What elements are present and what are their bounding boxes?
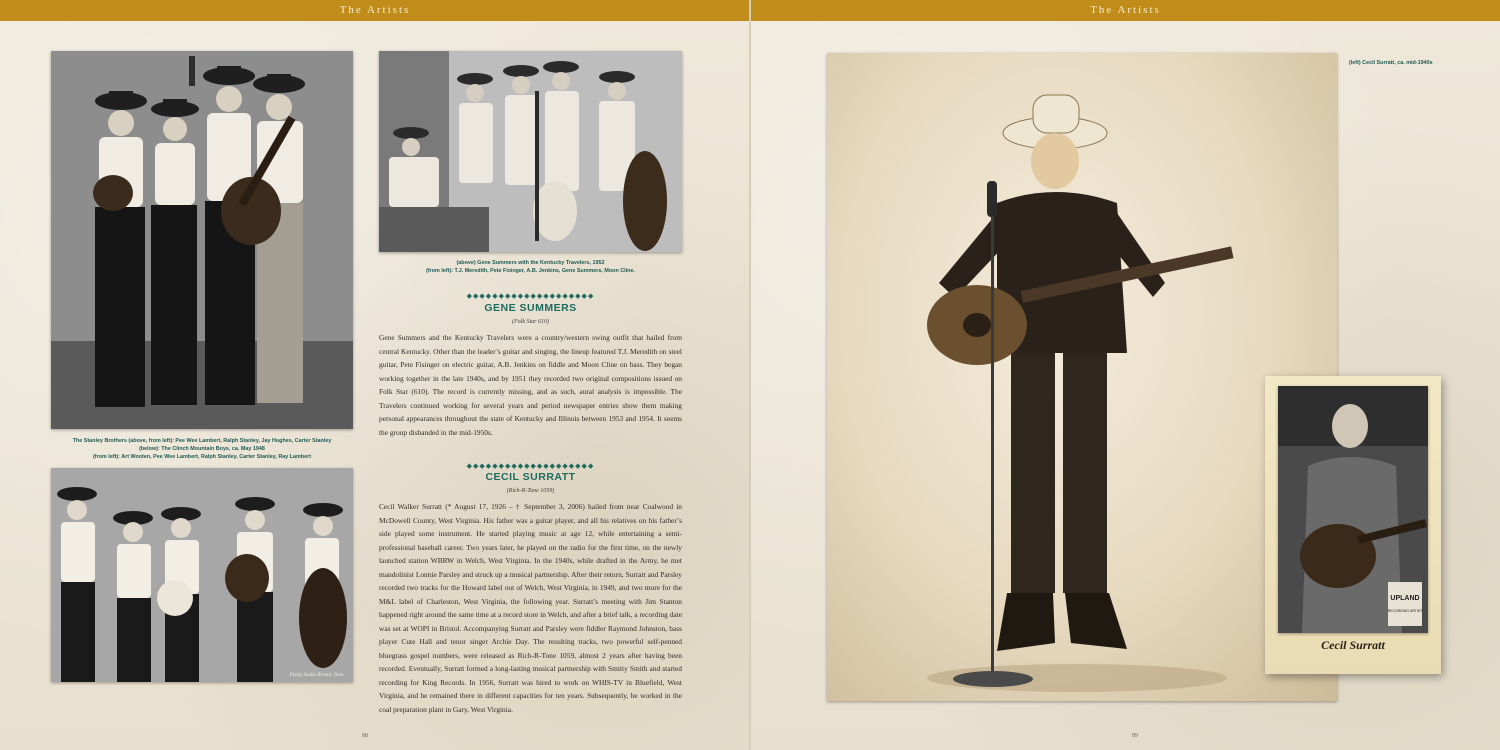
stanley-brothers-illustration xyxy=(51,51,353,429)
cecil-surratt-portrait-illustration xyxy=(827,53,1337,701)
cecil-surratt-portrait xyxy=(827,53,1337,701)
photo-studio-stamp: Pixley Studio Bristol, Tenn. xyxy=(289,673,345,678)
stanley-brothers-photo xyxy=(51,51,353,429)
page-number-right: 89 xyxy=(1132,733,1138,739)
upland-label-line1: UPLAND xyxy=(1390,595,1420,602)
section-ornament: ◆◆◆◆◆◆◆◆◆◆◆◆◆◆◆◆◆◆◆◆ xyxy=(466,293,595,300)
promo-card-signature: Cecil Surratt xyxy=(1321,638,1385,652)
stanley-caption-line2: (below): The Clinch Mountain Boys, ca. May 1948 xyxy=(139,446,265,452)
upland-label-line2: RECORDING ARTIST xyxy=(1387,609,1423,613)
right-page xyxy=(751,0,1500,750)
gene-summers-heading: GENE SUMMERS xyxy=(484,302,577,314)
gene-summers-illustration xyxy=(379,51,682,252)
stanley-caption-line1: The Stanley Brothers (above, from left): Pee Wee Lambert, Ralph Stanley, Jay Hughes, Carter Stanley xyxy=(72,438,332,444)
summers-caption-line2: (from left): T.J. Meredith, Pete Fisinger, A.B. Jenkins, Gene Summers, Moon Cline. xyxy=(426,268,635,274)
section-ornament: ◆◆◆◆◆◆◆◆◆◆◆◆◆◆◆◆◆◆◆◆ xyxy=(466,463,595,470)
summers-caption-line1: (above) Gene Summers with the Kentucky Travelers, 1952 xyxy=(456,260,605,266)
running-header-left: The Artists xyxy=(0,0,750,21)
running-header-right: The Artists xyxy=(751,0,1500,21)
cecil-surratt-body: Cecil Walker Surratt (* August 17, 1926 – † September 3, 2006) hailed from near Coalwood in McDowell County, West Virginia. His father was a guitar player, and all his relatives on his father’s side played some instrument. He started playing music at age 12, while entertaining a semi-professional baseball career. Two years later, he played on the radio for the first time, on the newly launched station WBRW in Welch, West Virginia. In the 1940s, while drafted in the Army, he met mandolinist Lonnie Parsley and struck up a musical partnership. After their return, Surratt and Parsley recorded two tracks for the Howard label out of Welch, West Virginia, in 1949, and two more for the M&L label of Charleston, West Virginia, the following year. Surratt’s meeting with Jim Stanton happened right around the same time at a record store in Welch, and after a brief talk, a recording date was set at WOPI in Bristol. Accompanying Surratt and Parsley were fiddler Raymond Johnston, bass player Cute Hall and tenor singer Archie Day. The resulting tracks, two powerful self-penned bluegrass gospel numbers, were released as Rich-R-Tone 1059, almost 2 years after having been recorded. Eventually, Surratt formed a long-lasting musical partnership with Smitty Smith and started recording for King Records. In 1956, Surratt was hired to work on WHIS-TV in Bluefield, West Virginia, and he remained there in different capacities for ten years. Subsequently, he worked in the coal preparation plant in Gary, West Virginia. xyxy=(379,502,682,714)
cecil-surratt-subheading: (Rich-R-Tone 1059) xyxy=(506,488,555,494)
promo-card-photo xyxy=(1278,386,1428,633)
gene-summers-photo xyxy=(379,51,682,252)
stanley-caption xyxy=(51,437,353,461)
gene-summers-subheading: (Folk Star 610) xyxy=(512,319,549,325)
clinch-mountain-boys-photo xyxy=(51,468,353,682)
cecil-surratt-heading: CECIL SURRATT xyxy=(485,471,576,483)
stanley-caption-line3: (from left): Art Wooten, Pee Wee Lambert, Ralph Stanley, Carter Stanley, Ray Lambert xyxy=(92,454,312,460)
gene-summers-body: Gene Summers and the Kentucky Travelers were a country/western swing outfit that hailed from central Kentucky. Other than the leader’s guitar and singing, the lineup featured T.J. Meredith on steel guitar, Pete Fisinger on electric guitar, A.B. Jenkins on fiddle and Moon Cline on bass. They began working together in the late 1940s, and by 1951 they recorded two original compositions issued on Folk Star (610). The record is currently missing, and as such, aural analysis is impossible. The Travelers continued working for several years and period newspaper entries show them making personal appearances throughout the state of Kentucky and Illinois between 1953 and 1954. It seems the group disbanded in the mid-1950s. xyxy=(379,333,682,437)
clinch-mountain-boys-illustration xyxy=(51,468,353,682)
summers-caption xyxy=(379,259,682,275)
promo-card-photo-illustration xyxy=(1278,386,1428,633)
portrait-caption: (left) Cecil Surratt, ca. mid-1940s xyxy=(1349,60,1433,66)
cecil-surratt-promo-card xyxy=(1265,376,1441,674)
page-number-left: 88 xyxy=(362,733,368,739)
